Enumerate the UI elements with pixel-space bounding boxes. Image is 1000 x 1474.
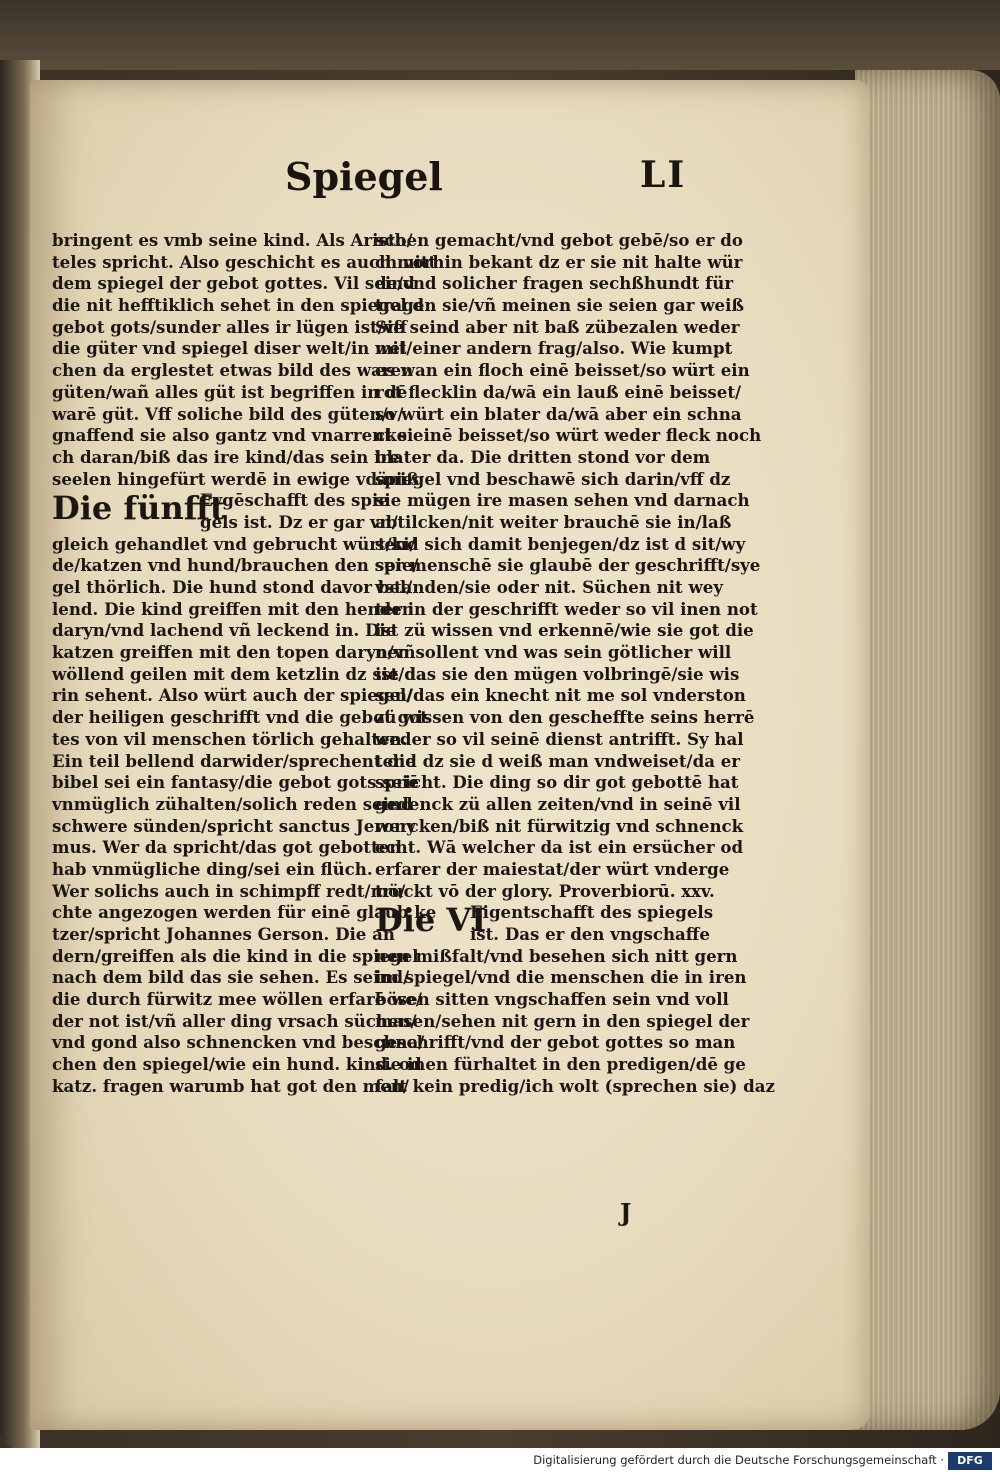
text-line: ist zü wissen vnd erkennē/wie sie got die (375, 620, 754, 641)
text-line: gedenck zü allen zeiten/vnd in seinē vil (375, 793, 741, 814)
chapter-initial-block (52, 489, 398, 533)
text-line: ser menschē sie glaubē der geschrifft/sye (375, 555, 761, 576)
text-line: vnd gond also schnencken vnd beschna/ (52, 1032, 425, 1053)
dfg-logo: DFG (948, 1452, 992, 1470)
signature-mark: J (620, 1198, 632, 1227)
chapter-initial: Die VI (375, 901, 487, 940)
right-text-column (375, 230, 775, 1098)
text-line: vnmüglich zühalten/solich reden seind (52, 793, 413, 814)
text-line: lend. Die kind greiffen mit den henden (52, 598, 414, 619)
text-line: nach dem bild das sie sehen. Es seind/ (52, 967, 410, 988)
text-line: gebot gots/sunder alles ir lügen ist/vff (52, 316, 408, 337)
text-line: falt kein predig/ich wolt (sprechen sie) daz (375, 1075, 775, 1096)
text-line: sen/das ein knecht nit me sol vnderston (375, 685, 746, 706)
text-line: schen gemacht/vnd gebot gebē/so er do (375, 230, 743, 250)
text-line: zü wissen von den gescheffte seins herrē (375, 707, 755, 728)
text-line: ch vorhin bekant dz er sie nit halte wür (375, 251, 743, 272)
text-line: es wan ein floch einē beisset/so würt ein (375, 360, 750, 381)
text-line: vstanden/sie oder nit. Süchen nit wey (375, 577, 723, 597)
text-line: nen sollent vnd was sein götlicher will (375, 642, 732, 663)
text-line: güten/wañ alles güt ist begriffen in dē (52, 381, 408, 402)
text-line: masen/sehen nit gern in den spiegel der (375, 1010, 750, 1031)
chapter-initial-block (375, 902, 715, 945)
text-line: tzer/spricht Johannes Gerson. Die an (52, 924, 395, 945)
text-line: katz. fragen warumb hat got den men/ (52, 1075, 409, 1096)
text-line: gel thörlich. Die hund stond davor bel/ (52, 577, 413, 598)
text-line: sie mügen ire masen sehen vnd darnach (375, 490, 750, 511)
text-line: ist/das sie den mügen volbringē/sie wis (375, 663, 740, 684)
text-line: der not ist/vñ aller ding vrsach süchen/ (52, 1010, 417, 1031)
text-line: im spiegel/vnd die menschen die in iren (375, 967, 747, 988)
funding-credit: Digitalisierung gefördert durch die Deutsche Forschungsgemeinschaft · (533, 1453, 944, 1467)
text-line: seelen hingefürt werdē in ewige vdäniß (52, 468, 419, 489)
text-line: daryn/vnd lachend vñ leckend in. Die (52, 620, 397, 641)
text-line: mit einer andern frag/also. Wie kumpt (375, 338, 733, 359)
chapter-initial: Die fünfft (52, 489, 225, 528)
footer-bar (0, 1448, 1000, 1474)
text-line: hab vnmügliche ding/sei ein flüch. (52, 858, 373, 879)
text-line: chen den spiegel/wie ein hund. kind. od (52, 1054, 422, 1075)
text-line: cke einē beisset/so würt weder fleck noch (375, 425, 762, 446)
text-line: chte angezogen werden für einē glaub ke (52, 902, 437, 923)
text-line: gleich gehandlet vnd gebrucht würt/ki/ (52, 533, 416, 554)
text-line: so würt ein blater da/wā aber ein schna (375, 403, 742, 424)
text-line: spricht. Die ding so dir got gebottē hat (375, 772, 739, 793)
text-line: send sich damit benjegen/dz ist d sit/wy (375, 533, 746, 554)
text-line: tend dz sie d weiß man vndweiset/da er (375, 750, 741, 771)
text-line: die güter vnd spiegel diser welt/in wel/ (52, 338, 413, 359)
text-line: wöllend geilen mit dem ketzlin dz sie da (52, 663, 427, 684)
text-line: gnaffend sie also gantz vnd vnarrent si (52, 425, 414, 446)
book-page (30, 80, 870, 1430)
folio-number: LI (640, 154, 687, 196)
running-title: Spiegel (285, 154, 443, 199)
text-line: tragen sie/vñ meinen sie seien gar weiß (375, 295, 745, 316)
initial-line-2: ist. Das er den vngschaffe (470, 924, 710, 944)
text-line: bibel sei ein fantasy/die gebot gots seiē (52, 772, 419, 793)
text-line: der heiligen geschrifft vnd die gebot got (52, 707, 428, 728)
text-line: echt. Wā welcher da ist ein ersücher od (375, 837, 744, 858)
text-line: katzen greiffen mit den topen daryn/vñ (52, 642, 416, 663)
text-line: weder so vil seinē dienst antrifft. Sy hal (375, 728, 744, 749)
book-cover-top (0, 0, 1000, 70)
text-line: bösen sitten vngschaffen sein vnd voll (375, 989, 729, 1010)
text-line: mus. Wer da spricht/das got gebotten (52, 837, 402, 858)
text-line: truckt vō der glory. Proverbiorū. xxv. (375, 880, 715, 901)
initial-line-1: Eigentschafft des spiegels (470, 902, 714, 923)
text-line: rot flecklin da/wā ein lauß einē beisset/ (375, 381, 742, 402)
text-line: die durch fürwitz mee wöllen erfarē we/ (52, 989, 422, 1010)
text-line: dem spiegel der gebot gottes. Vil seind (52, 273, 415, 294)
text-line: chen da erglestet etwas bild des waren (52, 360, 414, 381)
text-line: rin sehent. Also würt auch der spiegel/ (52, 685, 413, 706)
initial-line-1: Eygēschafft des spie (200, 490, 389, 511)
page-block-edge (855, 70, 1000, 1430)
text-line: geschrifft/vnd der gebot gottes so man (375, 1032, 736, 1053)
initial-line-2: gels ist. Dz er gar vn/ (200, 511, 398, 532)
text-line: schwere sünden/spricht sanctus Jerony (52, 815, 416, 836)
text-line: spiegel vnd beschawē sich darin/vff dz (375, 468, 731, 489)
text-line: Ein teil bellend darwider/sprechent die (52, 750, 416, 771)
text-line: sie inen fürhaltet in den predigen/dē ge (375, 1054, 746, 1075)
text-line: dern/greiffen als die kind in die spiegel (52, 945, 419, 966)
text-line: tes von vil menschen törlich gehalten. (52, 728, 408, 749)
text-line: blater da. Die dritten stond vor dem (375, 446, 711, 467)
text-line: warē güt. Vff soliche bild des güten/v/ (52, 403, 404, 424)
text-line: Sie seind aber nit baß zübezalen weder (375, 316, 740, 337)
text-line: ter in der geschrifft weder so vil inen not (375, 598, 758, 619)
text-line: erfarer der maiestat/der würt vnderge (375, 858, 730, 879)
text-line: wercken/biß nit fürwitzig vnd schnenck (375, 815, 744, 836)
text-line: teles spricht. Also geschicht es auch mitt (52, 251, 437, 272)
text-line: abtilcken/nit weiter brauchē sie in/laß (375, 511, 732, 532)
text-line: bringent es vmb seine kind. Als Aristo/ (52, 230, 413, 250)
text-line: nen mißfalt/vnd besehen sich nitt gern (375, 945, 738, 966)
text-line: de/katzen vnd hund/brauchen den spie/ (52, 555, 419, 576)
text-line: die nit hefftiklich sehet in den spiegel d (52, 295, 425, 316)
text-line: Wer solichs auch in schimpff redt/mö/ (52, 880, 406, 901)
text-line: de/vnd solicher fragen sechßhundt für (375, 273, 734, 294)
text-line: ch daran/biß das ire kind/das sein ire (52, 446, 400, 467)
